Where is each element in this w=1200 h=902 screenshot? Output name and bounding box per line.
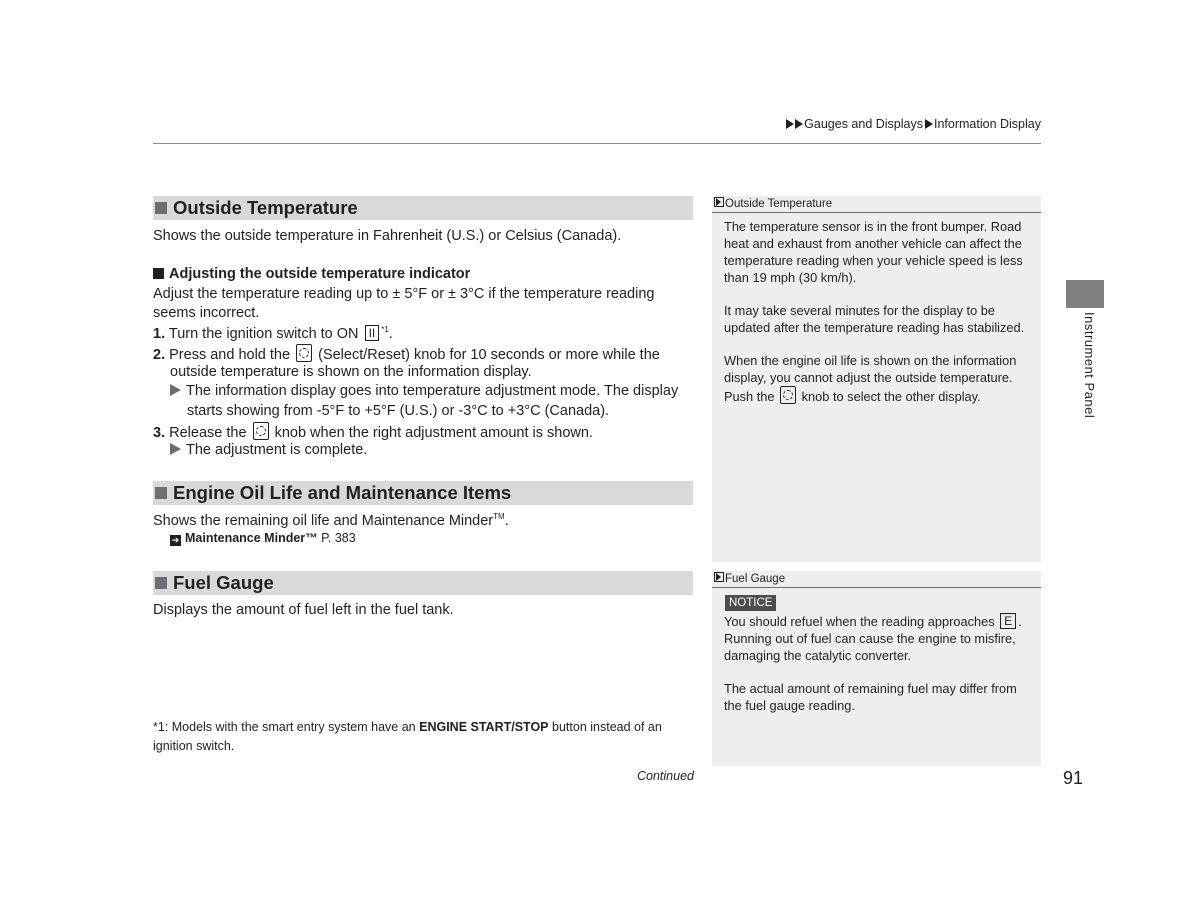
breadcrumb — [786, 117, 1041, 131]
select-reset-knob-icon — [253, 422, 269, 440]
body-text: starts showing from -5°F to +5°F (U.S.) or -3°C to +3°C (Canada). — [187, 403, 610, 419]
breadcrumb-item[interactable]: Gauges and Displays — [804, 117, 923, 131]
side-note-header: Fuel Gauge — [712, 571, 1041, 588]
square-bullet-icon — [155, 487, 167, 499]
step-result: The information display goes into temperature adjustment mode. The display — [170, 383, 678, 399]
step-3: 3. Release the knob when the right adjustment amount is shown. — [153, 422, 593, 441]
ignition-key-icon: II — [365, 325, 380, 341]
header-rule — [153, 143, 1041, 144]
side-note-body: The temperature sensor is in the front bumper. Road heat and exhaust from another vehicle can affect the temperature reading when your vehicle speed is less than 19 mph (30 km/h). It may take several minutes for the display to be updated after the temperature reading has stabilized. When the engine oil life is shown on the information display, you cannot adjust the outside temperature. Push the knob to select the other display. — [724, 219, 1025, 404]
section-intro: Shows the remaining oil life and Maintenance Minder™. — [153, 512, 509, 529]
notice-badge: NOTICE — [725, 595, 776, 611]
step-2: 2. Press and hold the (Select/Reset) knob for 10 seconds or more while the — [153, 344, 660, 363]
select-reset-knob-icon — [780, 386, 796, 404]
subsection-title: Adjusting the outside temperature indicator — [153, 266, 470, 282]
side-note-body: You should refuel when the reading approaches E . Running out of fuel can cause the engine to misfire, damaging the catalytic converter. The actual amount of remaining fuel may differ from the fuel gauge reading. — [724, 614, 1022, 713]
square-bullet-icon — [155, 202, 167, 214]
select-reset-knob-icon — [296, 344, 312, 362]
step-result: The adjustment is complete. — [170, 442, 367, 458]
body-text: Adjust the temperature reading up to ± 5°F or ± 3°C if the temperature reading — [153, 286, 655, 302]
square-bullet-icon — [153, 268, 164, 279]
section-title: Outside Temperature — [173, 197, 358, 218]
cross-reference-link[interactable]: ➔ Maintenance Minder™ P. 383 — [171, 531, 356, 545]
side-note-fuel-gauge — [712, 571, 1041, 766]
side-note-outside-temperature — [712, 196, 1041, 562]
continued-label: Continued — [637, 769, 694, 783]
breadcrumb-arrow-icon — [795, 119, 803, 129]
breadcrumb-arrow-icon — [786, 119, 794, 129]
section-title: Engine Oil Life and Maintenance Items — [173, 482, 512, 503]
footnote: ignition switch. — [153, 739, 235, 753]
note-icon — [714, 197, 724, 207]
section-header-engine-oil — [153, 481, 693, 505]
section-title: Fuel Gauge — [173, 572, 274, 593]
link-arrow-icon: ➔ — [171, 535, 180, 545]
breadcrumb-arrow-icon — [925, 119, 933, 129]
body-text: outside temperature is shown on the information display. — [170, 364, 532, 380]
chapter-tab — [1066, 280, 1104, 308]
step-1: 1. Turn the ignition switch to ON II $^{*1}$. — [153, 325, 393, 342]
side-note-header: Outside Temperature — [712, 196, 1041, 213]
fuel-empty-icon: E — [1000, 613, 1016, 629]
section-header-fuel-gauge — [153, 571, 693, 595]
footnote: *1: Models with the smart entry system have an ENGINE START/STOP button instead of an — [153, 720, 662, 734]
chapter-tab-label: Instrument Panel — [1082, 312, 1097, 419]
section-intro: Displays the amount of fuel left in the fuel tank. — [153, 602, 454, 618]
square-bullet-icon — [155, 577, 167, 589]
result-arrow-icon — [170, 384, 181, 396]
section-intro: Shows the outside temperature in Fahrenheit (U.S.) or Celsius (Canada). — [153, 228, 622, 244]
breadcrumb-item[interactable]: Information Display — [934, 117, 1041, 131]
result-arrow-icon — [170, 443, 181, 455]
body-text: seems incorrect. — [153, 305, 260, 321]
note-icon — [714, 572, 724, 582]
page-number: 91 — [1063, 768, 1084, 788]
section-header-outside-temperature — [153, 196, 693, 220]
